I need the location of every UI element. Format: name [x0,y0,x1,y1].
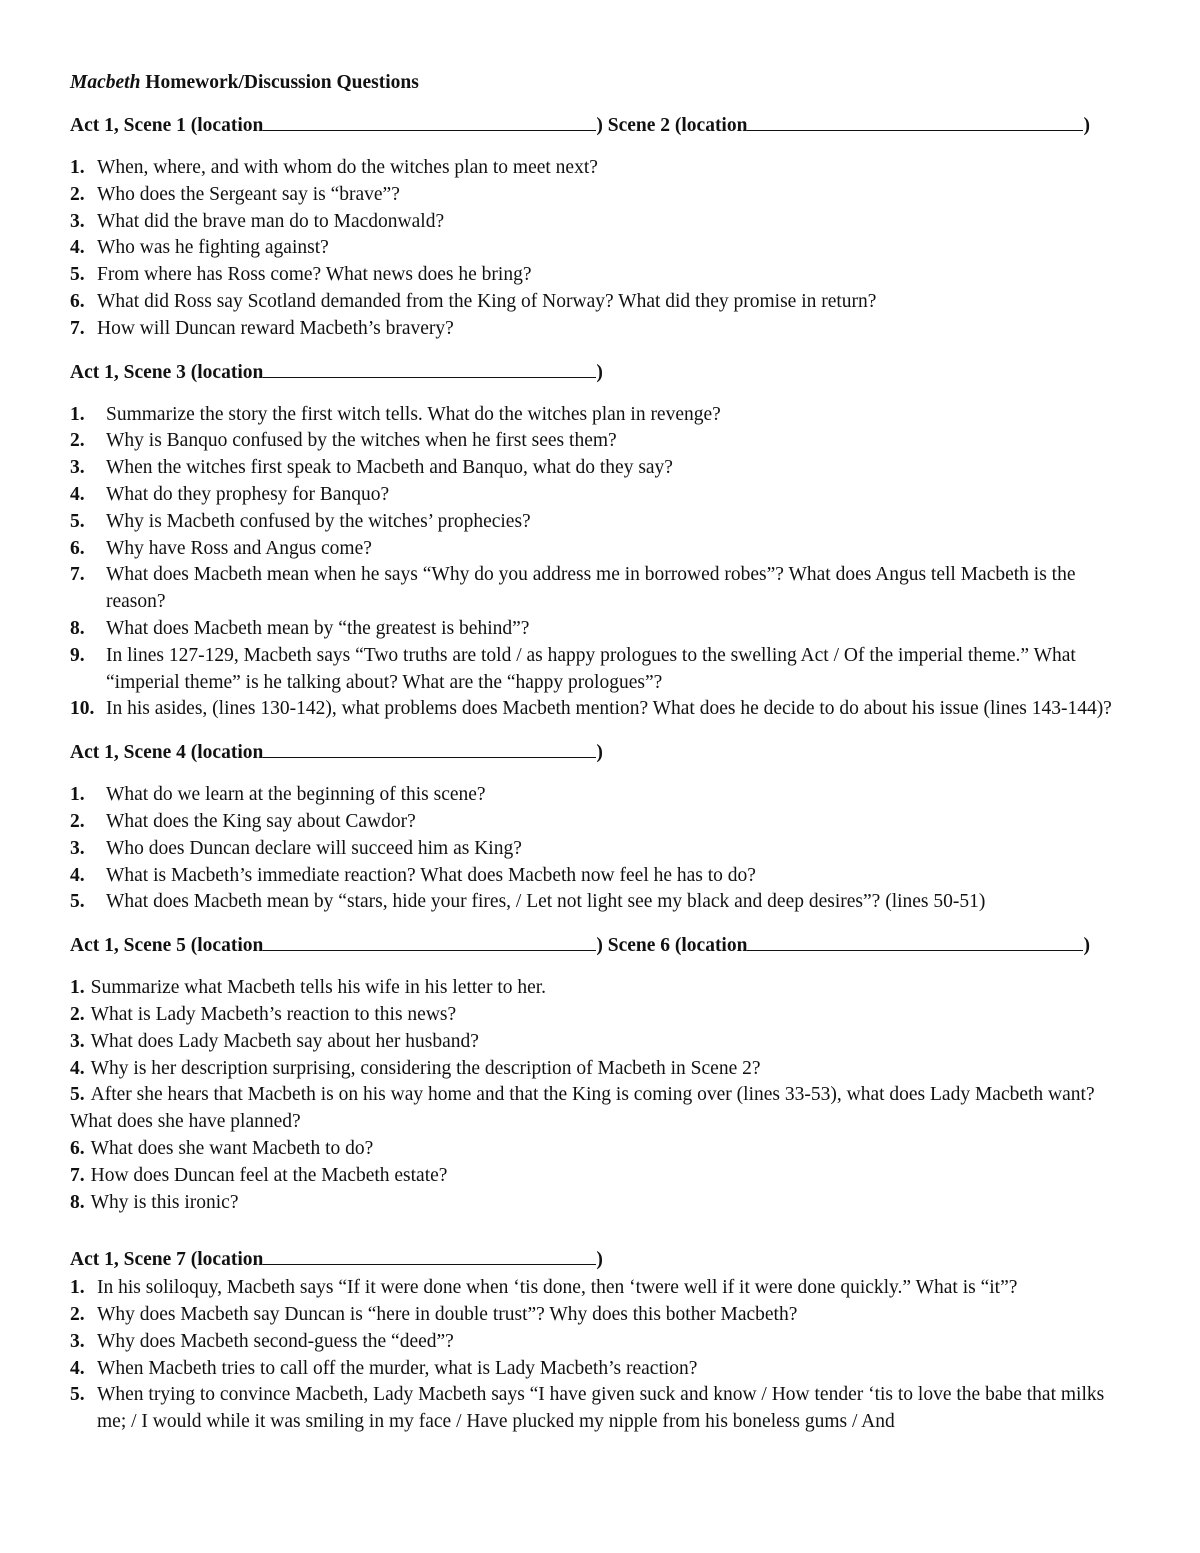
question-item [70,235,1132,262]
question-number: 5. [70,1384,85,1406]
question-item [70,428,1132,455]
question-number: 4. [70,864,85,886]
question-text: In his asides, (lines 130-142), what problems does Macbeth mention? What does he decide to do about his issue (lines 143-144)? [106,698,1112,720]
question-number: 4. [70,483,85,505]
question-text: What did Ross say Scotland demanded from the King of Norway? What did they promise in return? [97,290,877,312]
question-number: 9. [70,644,85,666]
question-number: 5. [70,510,85,532]
heading-label-scene-5: Act 1, Scene 5 (location [70,935,264,957]
question-number: 4. [70,1357,85,1379]
location-blank-scene-5[interactable] [263,932,596,951]
question-number: 2. [70,1003,85,1025]
question-item [70,509,1132,536]
question-item [70,616,1132,643]
question-item [70,782,1132,809]
section-heading-scene-7 [70,1246,1132,1273]
heading-label-scene-1: Act 1, Scene 1 (location [70,115,264,136]
question-text: In his soliloquy, Macbeth says “If it were done when ‘tis done, then ‘twere well if it were done quickly.” What is “it”? [97,1277,1018,1299]
question-item [70,1302,1132,1329]
question-item [70,1190,1132,1217]
question-text: What does the King say about Cawdor? [106,810,416,832]
location-blank-scene-7[interactable] [263,1246,596,1265]
question-list-scene-5-6 [70,975,1132,1216]
question-list-scene-3 [70,402,1132,724]
question-item [70,809,1132,836]
question-number: 1. [70,403,85,425]
heading-close-paren: ) [596,115,603,136]
question-item [70,455,1132,482]
question-number: 5. [70,1084,85,1106]
heading-label-scene-6: Scene 6 (location [602,935,748,957]
question-text: How does Duncan feel at the Macbeth estate? [90,1164,448,1186]
location-blank-scene-2[interactable] [747,112,1083,131]
question-text: What do we learn at the beginning of this scene? [106,784,486,806]
question-item [70,536,1132,563]
question-number: 6. [70,1137,85,1159]
question-text: What does Macbeth mean when he says “Why do you address me in borrowed robes”? What does Angus tell Macbeth is the reason? [106,564,1076,613]
question-text: Summarize the story the first witch tells. What do the witches plan in revenge? [106,403,721,425]
question-number: 2. [70,183,85,205]
question-list-scene-7 [70,1275,1132,1436]
question-item [70,1082,1132,1136]
question-text: How will Duncan reward Macbeth’s bravery? [97,317,454,339]
heading-label-scene-7: Act 1, Scene 7 (location [70,1249,264,1271]
question-item [70,155,1132,182]
question-text: What is Macbeth’s immediate reaction? What does Macbeth now feel he has to do? [106,864,756,886]
question-item [70,696,1132,723]
question-text: Who does the Sergeant say is “brave”? [97,183,400,205]
question-number: 5. [70,891,85,913]
question-number: 1. [70,977,85,999]
question-item [70,209,1132,236]
question-text: Why does Macbeth say Duncan is “here in double trust”? Why does this bother Macbeth? [97,1304,798,1326]
question-item [70,1382,1132,1436]
question-number: 4. [70,1057,85,1079]
question-item [70,1163,1132,1190]
question-text: When, where, and with whom do the witches plan to meet next? [97,157,598,178]
question-text: After she hears that Macbeth is on his way home and that the King is coming over (lines 33-53), what does Lady Macbeth want? What does she have planned? [70,1084,1095,1133]
question-item [70,1029,1132,1056]
question-number: 3. [70,210,85,232]
question-number: 7. [70,1164,85,1186]
question-number: 7. [70,317,85,339]
question-number: 8. [70,617,85,639]
question-text: Why have Ross and Angus come? [106,537,372,559]
question-number: 3. [70,1030,85,1052]
heading-close-paren: ) [596,1249,603,1271]
question-number: 2. [70,430,85,452]
location-blank-scene-6[interactable] [747,932,1083,951]
section-heading-scene-1-2 [70,112,1132,139]
question-number: 4. [70,237,85,259]
question-item [70,1356,1132,1383]
heading-label-scene-4: Act 1, Scene 4 (location [70,742,264,764]
question-number: 3. [70,837,85,859]
question-number: 1. [70,784,85,806]
question-text: When trying to convince Macbeth, Lady Macbeth says “I have given suck and know / How tender ‘tis to love the babe that milks me; / I would while it was smiling in my face / Have plucked my nipple from his boneless gums / And [97,1384,1105,1433]
location-blank-scene-1[interactable] [263,112,596,131]
heading-close-paren: ) [596,361,603,383]
question-item [70,1275,1132,1302]
question-item [70,1056,1132,1083]
question-item [70,482,1132,509]
location-blank-scene-4[interactable] [263,739,596,758]
question-number: 2. [70,1304,85,1326]
question-text: When Macbeth tries to call off the murder, what is Lady Macbeth’s reaction? [97,1357,698,1379]
document-page [70,70,1132,1452]
heading-close-paren: ) [596,935,603,957]
question-number: 1. [70,1277,85,1299]
question-number: 7. [70,564,85,586]
heading-close-paren: ) [1083,115,1090,136]
question-text: Why is this ironic? [90,1191,239,1213]
heading-label-scene-3: Act 1, Scene 3 (location [70,361,264,383]
question-list-scene-1-2 [70,155,1132,343]
document-title [70,70,1132,96]
title-work: Macbeth [70,72,141,93]
section-heading-scene-4 [70,739,1132,766]
question-number: 6. [70,290,85,312]
heading-close-paren: ) [1083,935,1090,957]
question-number: 8. [70,1191,85,1213]
question-text: In lines 127-129, Macbeth says “Two truths are told / as happy prologues to the swelling Act / Of the imperial theme.” What “imperial theme” is he talking about? What are the “happy prologues”? [106,644,1076,693]
question-item [70,562,1132,616]
heading-close-paren: ) [596,742,603,764]
question-text: What did the brave man do to Macdonwald? [97,210,445,232]
location-blank-scene-3[interactable] [263,359,596,378]
question-item [70,863,1132,890]
question-number: 2. [70,810,85,832]
question-item [70,262,1132,289]
question-text: From where has Ross come? What news does he bring? [97,264,532,286]
question-text: Why is her description surprising, considering the description of Macbeth in Scene 2? [90,1057,761,1079]
heading-label-scene-2: Scene 2 (location [602,115,748,136]
question-text: Who was he fighting against? [97,237,329,259]
question-number: 6. [70,537,85,559]
question-list-scene-4 [70,782,1132,916]
question-item [70,836,1132,863]
question-item [70,402,1132,429]
question-number: 3. [70,1330,85,1352]
question-text: What does Macbeth mean by “stars, hide your fires, / Let not light see my black and deep desires”? (lines 50-51) [106,891,986,913]
question-number: 1. [70,157,85,178]
question-text: Why does Macbeth second-guess the “deed”? [97,1330,454,1352]
question-text: Why is Banquo confused by the witches when he first sees them? [106,430,617,452]
question-item [70,1002,1132,1029]
question-text: When the witches first speak to Macbeth and Banquo, what do they say? [106,457,673,479]
question-number: 3. [70,457,85,479]
question-text: What do they prophesy for Banquo? [106,483,390,505]
question-text: What does Lady Macbeth say about her husband? [90,1030,479,1052]
question-item [70,1136,1132,1163]
question-item [70,975,1132,1002]
section-heading-scene-5-6 [70,932,1132,959]
question-number: 5. [70,264,85,286]
question-text: What does Macbeth mean by “the greatest is behind”? [106,617,530,639]
title-rest: Homework/Discussion Questions [140,72,419,93]
section-heading-scene-3 [70,359,1132,386]
question-item [70,182,1132,209]
question-item [70,289,1132,316]
question-item [70,889,1132,916]
question-text: Why is Macbeth confused by the witches’ prophecies? [106,510,531,532]
question-text: Who does Duncan declare will succeed him as King? [106,837,522,859]
question-text: What is Lady Macbeth’s reaction to this news? [90,1003,457,1025]
question-number: 10. [70,698,95,720]
question-item [70,1329,1132,1356]
question-item [70,643,1132,697]
question-text: Summarize what Macbeth tells his wife in his letter to her. [90,977,547,999]
question-item [70,316,1132,343]
question-text: What does she want Macbeth to do? [90,1137,374,1159]
